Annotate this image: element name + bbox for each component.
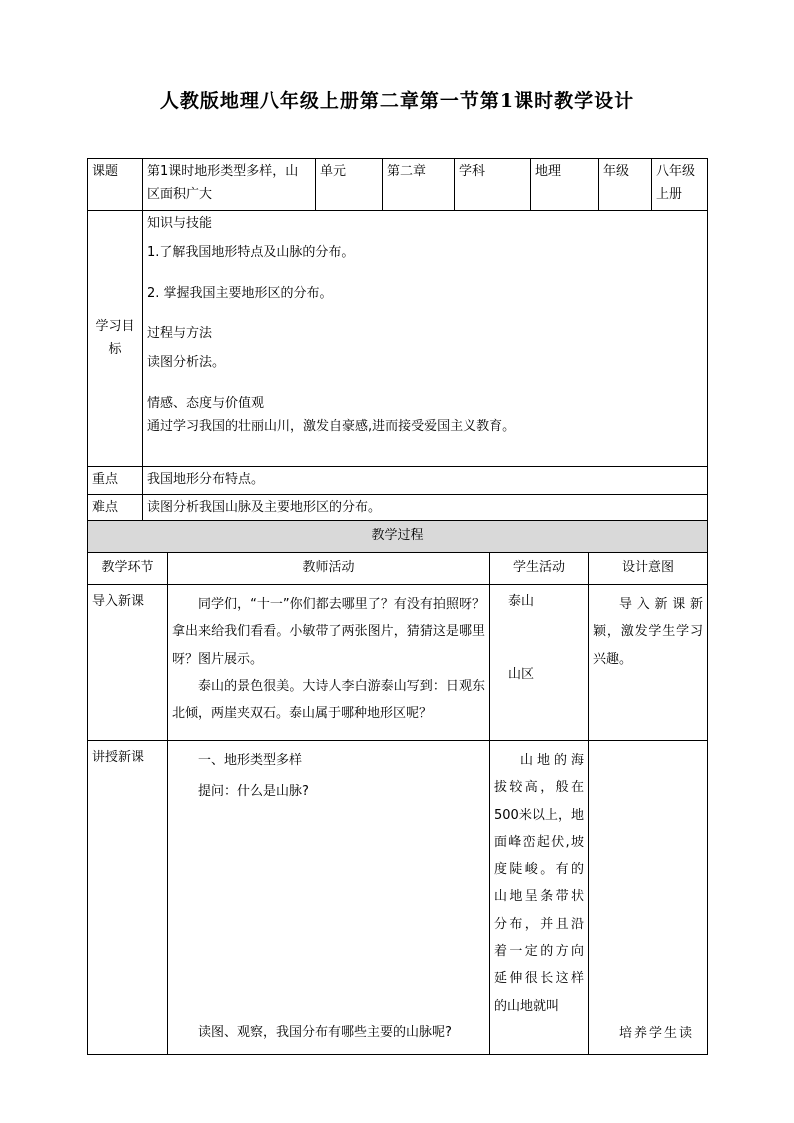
teaching-process-table	[87, 520, 708, 1055]
student-lecture-text: 山地的海拔较高，般在500米以上，地面峰峦起伏,坡度陡峻。有的山地呈条带状分布，并且沿着一定的方向延伸很长这样的山地就叫	[494, 753, 584, 1014]
intent-intro-text: 导入新课新颖，激发学生学习兴趣。	[593, 597, 704, 667]
lesson-info-table	[87, 158, 708, 523]
unit-value: 第二章	[383, 159, 455, 211]
grade-label: 年级	[599, 159, 652, 211]
key-point-text: 我国地形分布特点。	[143, 467, 708, 495]
topic-label: 课题	[88, 159, 143, 211]
student-lecture	[490, 741, 589, 1055]
objectives-content	[143, 211, 708, 467]
header-teacher: 教师活动	[168, 553, 490, 585]
teacher-lecture-p2: 提问：什么是山脉?	[198, 784, 309, 800]
intent-lecture-text: 培养学生读	[619, 1026, 695, 1042]
difficulty-text: 读图分析我国山脉及主要地形区的分布。	[143, 494, 708, 522]
difficulty-label: 难点	[88, 494, 143, 522]
unit-label: 单元	[316, 159, 383, 211]
teacher-intro-p2: 泰山的景色很美。大诗人李白游泰山写到：日观东北倾，两崖夹双石。泰山属于哪种地形区呢？	[172, 678, 485, 722]
grade-value: 八年级上册	[652, 159, 708, 211]
knowledge-heading: 知识与技能	[147, 216, 213, 231]
teacher-lecture-p3: 读图、观察，我国分布有哪些主要的山脉呢?	[198, 1024, 452, 1040]
intent-lecture	[589, 741, 708, 1055]
student-intro-2: 山区	[508, 666, 535, 682]
topic-value: 第1课时地形类型多样，山区面积广大	[143, 159, 316, 211]
stage-lecture: 讲授新课	[88, 741, 168, 1055]
teacher-lecture-p1: 一、地形类型多样	[198, 753, 303, 768]
document-title: 人教版地理八年级上册第二章第一节第1课时教学设计	[159, 90, 635, 112]
teacher-intro-p1: 同学们，“十一”你们都去哪里了？有没有拍照呀？拿出来给我们看看。小敏带了两张图片，猜猜这是哪里呀？图片展示。	[172, 597, 485, 667]
intent-intro	[589, 585, 708, 741]
table-row	[88, 585, 708, 741]
knowledge-item-1: 1.了解我国地形特点及山脉的分布。	[147, 244, 355, 260]
key-point-label: 重点	[88, 467, 143, 495]
process-text: 读图分析法。	[147, 355, 226, 370]
student-intro	[490, 585, 589, 741]
process-heading: 过程与方法	[147, 326, 213, 342]
teacher-intro	[168, 585, 490, 741]
objectives-label-text: 学习目标	[95, 318, 135, 357]
objectives-label	[88, 211, 143, 467]
table-row	[88, 741, 708, 1055]
header-stage: 教学环节	[88, 553, 168, 585]
process-title: 教学过程	[88, 521, 708, 553]
subject-label: 学科	[455, 159, 531, 211]
header-student: 学生活动	[490, 553, 589, 585]
emotion-text: 通过学习我国的壮丽山川，激发自豪感,进而接受爱国主义教育。	[147, 418, 516, 434]
stage-intro: 导入新课	[88, 585, 168, 741]
knowledge-item-2: 2. 掌握我国主要地形区的分布。	[147, 285, 333, 301]
subject-value: 地理	[531, 159, 599, 211]
emotion-heading: 情感、态度与价值观	[147, 395, 265, 411]
teacher-lecture	[168, 741, 490, 1055]
student-intro-1: 泰山	[508, 594, 535, 609]
header-intent: 设计意图	[589, 553, 708, 585]
